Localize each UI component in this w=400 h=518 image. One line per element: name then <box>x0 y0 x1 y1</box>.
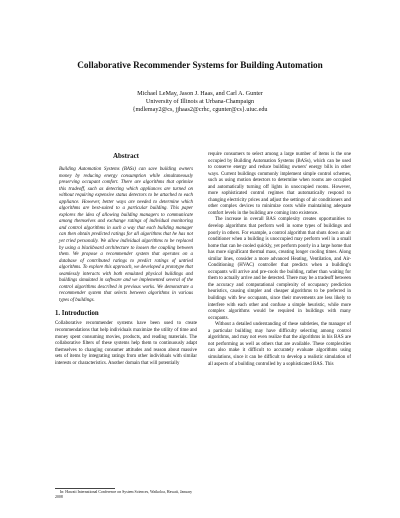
paper-title: Collaborative Recommender Systems for Building Automation <box>77 60 323 70</box>
footnote-rule <box>55 488 115 489</box>
body-paragraph: Without a detailed understanding of these subtleties, the manager of a particular building may have difficulty selecting among control algorithms, and may not even realize that the algorithms in his BAS are not performing as well as others that are available. These complexities can also make it difficult to accurately evaluate algorithms using simulations, since it can be difficult to develop a realistic simulation of all aspects of a building controlled by a sophisticated BAS. This <box>208 322 351 367</box>
section-heading: 1. Introduction <box>55 310 99 318</box>
body-paragraph: require consumers to select among a large number of items is the one occupied by Building Automation Systems (BASs), which can be used to conserve energy and reduce building owners' energy bills in other ways. Current buildings commonly implement simple control schemes, such as using motion detectors to determine when rooms are occupied and automatically turning off lights in unoccupied rooms. However, more sophisticated control regimes that automatically respond to changing electricity prices and adjust the settings of air conditioners and other complex devices to minimize costs while maintaining adequate comfort levels in the building are coming into existence. <box>208 152 351 216</box>
left-column <box>55 152 197 367</box>
author-emails: {mdlemay2@cs, jjhaas2@crhc, cgunter@cs}.uiuc.edu <box>132 106 268 114</box>
intro-paragraph: Collaborative recommender systems have been used to create recommendations that help individuals maximize the utility of time and money spent consuming movies, products, and reading materials. The collaborative filters of these systems help them to continuously adapt themselves to changing consumer attitudes and reason about massive sets of items by integrating ratings from other individuals with similar interests or characteristics. Another domain that will potentially <box>55 321 197 366</box>
right-column <box>208 152 351 368</box>
author-names: Michael LeMay, Jason J. Haas, and Carl A. Gunter <box>137 90 263 97</box>
author-block <box>0 90 400 115</box>
abstract-heading: Abstract <box>112 152 140 160</box>
abstract-text: Building Automation Systems (BASs) can save building owners money by reducing energy consumption while simultaneously preserving occupant comfort. There are algorithms that optimize this tradeoff, such as detecting which appliances are turned on without requiring expensive status detectors to be attached to each appliance. However, better ways are needed to determine which algorithms are best-suited to a particular building. This paper explores the idea of allowing building managers to communicate among themselves and exchange ratings of individual monitoring and control algorithms in such a way that each building manager can then obtain predicted ratings for all algorithms that he has not yet tried personally. We allow individual algorithms to be replaced by using a blackboard architecture to loosen the coupling between them. We propose a recommender system that operates on a database of contributed ratings to predict ratings of untried algorithms. To explore this approach, we developed a prototype that seamlessly interacts with both emulated physical buildings and buildings simulated in software and we implemented several of the control algorithms described in previous works. We demonstrate a recommender system that selects between algorithms in various types of buildings. <box>59 167 193 303</box>
author-affiliation: University of Illinois at Urbana-Champaign <box>145 98 255 106</box>
footnote: In: Hawaii International Conference on System Sciences, Waikoloa, Hawaii, January 2008 <box>55 490 193 499</box>
body-paragraph: The increase in overall BAS complexity creates opportunities to develop algorithms that perform well in some types of buildings and poorly in others. For example, a control algorithm that shuts down an air conditioner when a building is unoccupied may perform well in a small home that can be cooled quickly, yet perform poorly in a large home that has more significant thermal mass, creating longer cooling times. Along similar lines, consider a more advanced Heating, Ventilation, and Air-Conditioning (HVAC) controller that predicts when a building's occupants will arrive and pre-cools the building, rather than waiting for them to actually arrive and be detected. There may be a tradeoff between the accuracy and computational complexity of occupancy prediction heuristics, causing simpler and cheaper algorithms to be preferred in buildings with few occupants, since their movements are less likely to interfere with each other and confuse a simple heuristic, while more complex algorithms would be required in buildings with many occupants. <box>208 217 351 321</box>
